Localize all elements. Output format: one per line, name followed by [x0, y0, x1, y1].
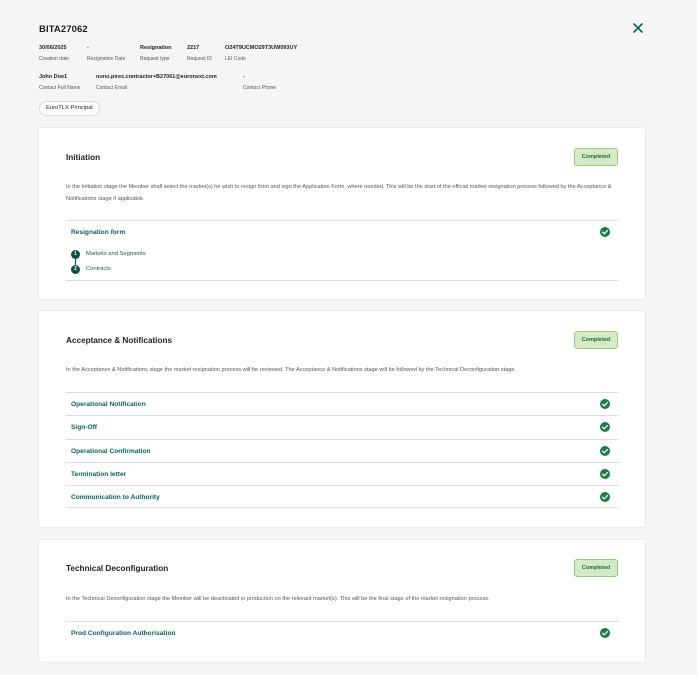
- check-circle-icon: [600, 492, 610, 502]
- check-circle-icon: [600, 399, 610, 409]
- contact-phone-value: -: [243, 74, 245, 80]
- step-label: Contracts: [86, 266, 111, 272]
- technical-status-badge: Completed: [574, 559, 618, 577]
- technical-stage-card: [39, 540, 645, 662]
- communication-to-authority-row[interactable]: [66, 485, 619, 508]
- page-title: BITA27062: [39, 24, 88, 35]
- contact-email-value: nuno.pires.contractor+B27061@euronext.com: [96, 74, 217, 80]
- initiation-status-badge: Completed: [574, 148, 618, 166]
- contact-email-label: Contact Email: [96, 85, 128, 91]
- item-label: Operational Confirmation: [71, 447, 151, 455]
- resignation-form-row: [66, 220, 619, 281]
- creation-date-field: [39, 45, 69, 62]
- contact-phone-label: Contact Phone: [243, 85, 277, 91]
- operational-confirmation-row[interactable]: [66, 439, 619, 462]
- acceptance-status-badge: Completed: [574, 331, 618, 349]
- item-label: Prod Configuration Authorisation: [71, 630, 176, 637]
- step-number: 2: [71, 265, 80, 274]
- close-icon[interactable]: [631, 21, 645, 35]
- check-circle-icon: [600, 422, 610, 432]
- initiation-title: Initiation: [66, 153, 101, 162]
- lei-code-field: [225, 45, 297, 62]
- initiation-items: [66, 220, 619, 281]
- check-circle-icon: [600, 628, 610, 638]
- item-label: Communication to Authority: [71, 494, 160, 502]
- resignation-form-link[interactable]: Resignation form: [71, 229, 126, 236]
- termination-letter-row[interactable]: [66, 462, 619, 485]
- resignation-date-value: -: [87, 45, 89, 51]
- contact-name-value: John Doe1: [39, 74, 68, 80]
- acceptance-items: [66, 392, 619, 508]
- check-circle-icon: [600, 469, 610, 479]
- item-label: Termination letter: [71, 470, 127, 478]
- operational-notification-row[interactable]: [66, 392, 619, 415]
- technical-items: [66, 621, 619, 644]
- technical-description: In the Technical Deconfiguration stage the Member will be deactivated in production on the relevant market(s). This will be the final stage of the market resignation process.: [66, 596, 490, 602]
- request-id-label: Request ID: [187, 56, 213, 62]
- creation-date-label: Creation date: [39, 56, 70, 62]
- item-label: Sign-Off: [71, 424, 98, 432]
- sign-off-row[interactable]: [66, 415, 619, 438]
- step-number: 1: [71, 250, 80, 259]
- check-circle-icon: [600, 227, 610, 237]
- contact-email-field: [96, 74, 217, 91]
- request-id-value: 2217: [187, 45, 200, 51]
- step-label: Markets and Segments: [86, 251, 146, 257]
- resignation-date-label: Resignation Date: [87, 56, 126, 62]
- acceptance-stage-card: [39, 311, 645, 527]
- check-circle-icon: [600, 446, 610, 456]
- market-chip: EuroTLX Principal: [39, 101, 100, 116]
- contact-name-label: Contact Full Name: [39, 85, 81, 91]
- acceptance-title: Acceptance & Notifications: [66, 336, 173, 345]
- technical-title: Technical Deconfiguration: [66, 564, 169, 573]
- resignation-date-field: [87, 45, 125, 62]
- contact-name-field: [39, 74, 80, 91]
- contact-phone-field: [243, 74, 276, 91]
- initiation-stage-card: [39, 128, 645, 299]
- prod-configuration-authorisation-row[interactable]: [66, 621, 619, 644]
- initiation-description: In the Initiation stage the Member shall select the market(s) he wish to resign from and sign the Application Form, where needed. This will be the start of the official market resignation process followed by the Acceptance & Notifications stage if applicable.: [66, 184, 612, 202]
- request-type-value: Resignation: [140, 45, 172, 51]
- lei-code-label: LEI Code: [225, 56, 246, 62]
- item-label: Operational Notification: [71, 401, 146, 408]
- request-type-field: [140, 45, 171, 62]
- request-type-label: Request type: [140, 56, 170, 62]
- acceptance-description: In the Acceptance & Notifications stage the market resignation process will be reviewed. The Acceptance & Notifications stage will be followed by the Technical Deconfiguration stage.: [66, 367, 517, 373]
- creation-date-value: 30/06/2025: [39, 45, 67, 51]
- request-id-field: [187, 45, 212, 62]
- lei-code-value: O24T9UCMO29T3UW093UY: [225, 45, 298, 51]
